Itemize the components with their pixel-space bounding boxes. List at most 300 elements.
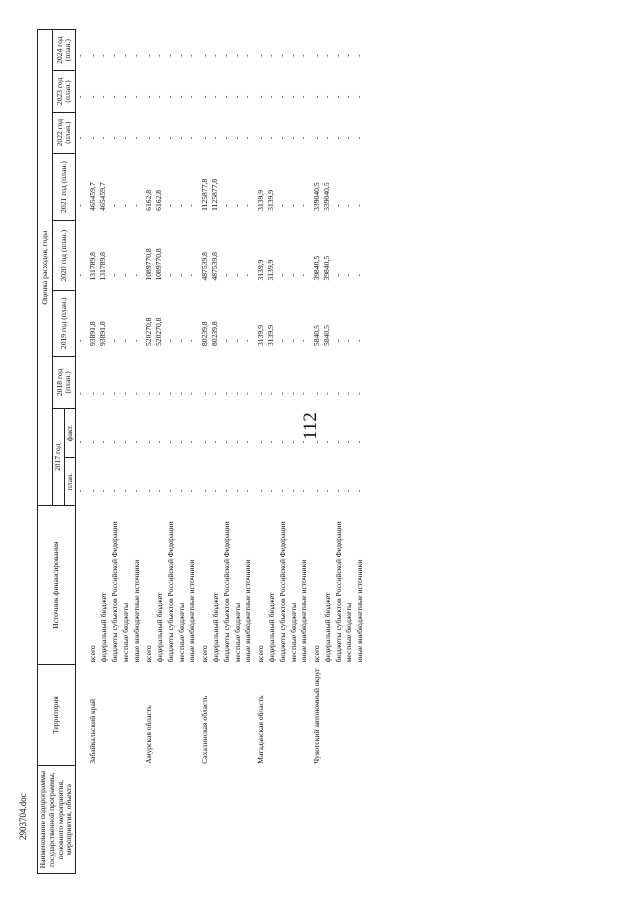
value-cell: - xyxy=(165,392,175,395)
value-cell: - xyxy=(298,274,308,277)
value-cell: - xyxy=(242,489,252,492)
value-cell: - xyxy=(165,95,175,99)
value-cell: - xyxy=(220,136,230,140)
table-row xyxy=(187,30,198,874)
territory-cell: Магаданская область xyxy=(256,695,266,764)
value-cell: 6162,8 xyxy=(154,189,164,211)
value-cell: - xyxy=(343,95,353,99)
value-cell: - xyxy=(200,136,210,140)
value-cell: - xyxy=(343,136,353,140)
value-cell: - xyxy=(75,204,85,207)
territory-cell xyxy=(121,664,132,765)
value-cell: 3139,9 xyxy=(266,325,276,347)
value-cell: - xyxy=(175,392,185,395)
table-row xyxy=(155,30,166,874)
source-cell: иные внебюджетные источники xyxy=(243,559,253,663)
header-2021: 2021 год (план.) xyxy=(53,153,76,221)
value-cell: - xyxy=(231,204,241,207)
value-cell: - xyxy=(242,136,252,140)
value-cell: - xyxy=(298,95,308,99)
source-cell: иные внебюджетные источники xyxy=(187,559,197,663)
value-cell: - xyxy=(343,392,353,395)
value-cell: 1125877,8 xyxy=(210,178,220,211)
value-cell: - xyxy=(130,95,140,99)
value-cell: - xyxy=(321,136,331,140)
table-row xyxy=(267,30,278,874)
name-cell xyxy=(198,766,211,874)
value-cell: - xyxy=(276,489,286,492)
table-row xyxy=(76,30,87,874)
value-cell: - xyxy=(298,392,308,395)
value-cell: - xyxy=(298,204,308,207)
name-cell xyxy=(99,766,110,874)
value-cell: - xyxy=(220,339,230,343)
territory-cell xyxy=(76,664,87,765)
value-cell: 520270,8 xyxy=(154,317,164,347)
value-cell: - xyxy=(276,204,286,207)
value-cell: 39840,5 xyxy=(321,255,331,281)
value-cell: - xyxy=(165,54,175,57)
value-cell: - xyxy=(144,54,154,57)
value-cell: - xyxy=(266,136,276,140)
territory-cell xyxy=(267,664,278,765)
value-cell: - xyxy=(242,274,252,277)
value-cell: - xyxy=(130,392,140,395)
source-cell: иные внебюджетные источники xyxy=(299,559,309,663)
value-cell: - xyxy=(175,339,185,343)
value-cell: - xyxy=(98,489,108,492)
value-cell: - xyxy=(175,54,185,57)
value-cell: 131789,8 xyxy=(88,252,98,281)
value-cell: - xyxy=(287,339,297,343)
value-cell: - xyxy=(109,204,119,207)
value-cell: - xyxy=(98,54,108,57)
value-cell: - xyxy=(256,54,266,57)
value-cell: - xyxy=(210,54,220,57)
source-cell: бюджеты субъектов Российской Федерации xyxy=(110,521,120,663)
value-cell: - xyxy=(266,54,276,57)
territory-cell: Амурская область xyxy=(144,705,154,764)
value-cell: - xyxy=(231,440,241,444)
value-cell: 1089770,8 xyxy=(144,248,154,281)
value-cell: - xyxy=(231,136,241,140)
value-cell: - xyxy=(354,489,364,492)
value-cell: - xyxy=(311,440,321,444)
table-row xyxy=(355,30,366,874)
value-cell: - xyxy=(75,136,85,140)
value-cell: - xyxy=(109,54,119,57)
table-row xyxy=(323,30,334,874)
value-cell: - xyxy=(200,440,210,444)
value-cell: - xyxy=(287,489,297,492)
value-cell: - xyxy=(354,136,364,140)
value-cell: - xyxy=(186,95,196,99)
value-cell: - xyxy=(75,54,85,57)
value-cell: - xyxy=(266,95,276,99)
territory-cell xyxy=(299,664,310,765)
value-cell: - xyxy=(311,136,321,140)
value-cell: - xyxy=(210,489,220,492)
value-cell: - xyxy=(332,136,342,140)
name-cell xyxy=(132,766,143,874)
page-number: 112 xyxy=(300,412,321,440)
value-cell: - xyxy=(144,489,154,492)
value-cell: 339040,5 xyxy=(321,182,331,211)
value-cell: - xyxy=(354,95,364,99)
value-cell: - xyxy=(165,204,175,207)
name-cell xyxy=(267,766,278,874)
table-row xyxy=(198,30,211,874)
value-cell: 5840,5 xyxy=(311,325,321,347)
table-row xyxy=(233,30,244,874)
value-cell: - xyxy=(186,54,196,57)
value-cell: - xyxy=(321,54,331,57)
source-cell: бюджеты субъектов Российской Федерации xyxy=(277,521,287,663)
value-cell: - xyxy=(165,440,175,444)
value-cell: - xyxy=(210,95,220,99)
source-cell: всего xyxy=(200,645,210,663)
value-cell: - xyxy=(242,440,252,444)
value-cell: 520270,8 xyxy=(144,317,154,347)
value-cell: 3139,9 xyxy=(256,325,266,347)
value-cell: - xyxy=(186,274,196,277)
value-cell: - xyxy=(242,204,252,207)
value-cell: - xyxy=(186,392,196,395)
value-cell: 465459,7 xyxy=(98,182,108,211)
value-cell: - xyxy=(231,339,241,343)
value-cell: - xyxy=(119,392,129,395)
value-cell: - xyxy=(144,136,154,140)
value-cell: - xyxy=(186,136,196,140)
value-cell: - xyxy=(175,95,185,99)
territory-cell xyxy=(289,664,300,765)
value-cell: - xyxy=(298,440,308,444)
value-cell: - xyxy=(332,274,342,277)
value-cell: - xyxy=(175,489,185,492)
value-cell: - xyxy=(276,339,286,343)
table-body xyxy=(76,30,366,874)
value-cell: - xyxy=(343,339,353,343)
name-cell xyxy=(110,766,121,874)
value-cell: - xyxy=(144,440,154,444)
value-cell: - xyxy=(220,95,230,99)
value-cell: - xyxy=(200,54,210,57)
source-cell: бюджеты субъектов Российской Федерации xyxy=(221,521,231,663)
table-row xyxy=(334,30,345,874)
source-cell: всего xyxy=(144,645,154,663)
value-cell: - xyxy=(210,440,220,444)
source-cell: местные бюджеты xyxy=(344,602,354,663)
source-cell: федеральный бюджет xyxy=(99,592,109,663)
value-cell: 39840,5 xyxy=(311,255,321,281)
header-2019: 2019 год (план.) xyxy=(53,291,76,356)
value-cell: - xyxy=(287,95,297,99)
value-cell: - xyxy=(109,440,119,444)
value-cell: - xyxy=(332,392,342,395)
name-cell xyxy=(243,766,254,874)
value-cell: - xyxy=(321,95,331,99)
value-cell: - xyxy=(130,204,140,207)
source-cell: всего xyxy=(311,645,321,663)
value-cell: 93891,8 xyxy=(88,321,98,347)
table-row xyxy=(132,30,143,874)
value-cell: - xyxy=(231,95,241,99)
value-cell: - xyxy=(332,204,342,207)
table-row xyxy=(278,30,289,874)
value-cell: - xyxy=(119,54,129,57)
value-cell: - xyxy=(343,274,353,277)
table-row xyxy=(344,30,355,874)
value-cell: - xyxy=(119,440,129,444)
value-cell: - xyxy=(220,489,230,492)
value-cell: - xyxy=(175,274,185,277)
value-cell: - xyxy=(165,339,175,343)
value-cell: - xyxy=(354,204,364,207)
rotated-page xyxy=(37,29,599,874)
value-cell: - xyxy=(332,95,342,99)
header-2017-plan: план. xyxy=(64,457,76,506)
value-cell: - xyxy=(354,54,364,57)
value-cell: - xyxy=(242,95,252,99)
value-cell: - xyxy=(210,392,220,395)
value-cell: 465459,7 xyxy=(88,182,98,211)
table-row xyxy=(222,30,233,874)
value-cell: - xyxy=(332,440,342,444)
table-row xyxy=(299,30,310,874)
value-cell: 1089770,8 xyxy=(154,248,164,281)
value-cell: - xyxy=(311,489,321,492)
value-cell: - xyxy=(354,440,364,444)
value-cell: - xyxy=(220,274,230,277)
territory-cell xyxy=(155,664,166,765)
name-cell xyxy=(289,766,300,874)
value-cell: - xyxy=(88,489,98,492)
value-cell: 6162,8 xyxy=(144,189,154,211)
value-cell: - xyxy=(109,136,119,140)
name-cell xyxy=(233,766,244,874)
name-cell xyxy=(278,766,289,874)
source-cell: федеральный бюджет xyxy=(322,592,332,663)
source-cell: иные внебюджетные источники xyxy=(355,559,365,663)
value-cell: - xyxy=(109,274,119,277)
header-territory: Территория xyxy=(38,664,76,765)
value-cell: - xyxy=(287,440,297,444)
table-row xyxy=(86,30,99,874)
territory-cell xyxy=(211,664,222,765)
value-cell: - xyxy=(75,339,85,343)
source-cell: бюджеты субъектов Российской Федерации xyxy=(166,521,176,663)
value-cell: - xyxy=(130,339,140,343)
value-cell: - xyxy=(256,489,266,492)
source-cell: местные бюджеты xyxy=(120,602,130,663)
value-cell: - xyxy=(287,54,297,57)
value-cell: - xyxy=(298,136,308,140)
territory-cell xyxy=(222,664,233,765)
source-cell: федеральный бюджет xyxy=(267,592,277,663)
value-cell: 3139,9 xyxy=(266,189,276,211)
territory-cell xyxy=(132,664,143,765)
source-cell: местные бюджеты xyxy=(232,602,242,663)
value-cell: 3139,9 xyxy=(256,189,266,211)
source-cell: всего xyxy=(256,645,266,663)
value-cell: - xyxy=(175,204,185,207)
value-cell: - xyxy=(88,95,98,99)
source-cell: федеральный бюджет xyxy=(155,592,165,663)
value-cell: - xyxy=(220,204,230,207)
territory-cell xyxy=(166,664,177,765)
value-cell: - xyxy=(256,392,266,395)
name-cell xyxy=(254,766,267,874)
value-cell: 93891,8 xyxy=(98,321,108,347)
source-cell: местные бюджеты xyxy=(288,602,298,663)
header-2018: 2018 год (план.) xyxy=(53,356,76,409)
value-cell: - xyxy=(298,54,308,57)
value-cell: - xyxy=(332,489,342,492)
source-cell: местные бюджеты xyxy=(176,602,186,663)
table-row xyxy=(99,30,110,874)
value-cell: - xyxy=(231,392,241,395)
value-cell: - xyxy=(130,489,140,492)
value-cell: - xyxy=(354,392,364,395)
value-cell: - xyxy=(287,136,297,140)
value-cell: - xyxy=(186,440,196,444)
value-cell: - xyxy=(88,54,98,57)
territory-cell xyxy=(344,664,355,765)
value-cell: 80239,8 xyxy=(200,321,210,347)
name-cell xyxy=(355,766,366,874)
name-cell xyxy=(323,766,334,874)
value-cell: - xyxy=(220,440,230,444)
value-cell: - xyxy=(321,392,331,395)
value-cell: - xyxy=(200,95,210,99)
territory-cell xyxy=(334,664,345,765)
value-cell: 131789,8 xyxy=(98,252,108,281)
table-row xyxy=(142,30,155,874)
value-cell: - xyxy=(154,440,164,444)
table-row xyxy=(243,30,254,874)
table-row xyxy=(310,30,323,874)
value-cell: - xyxy=(276,54,286,57)
value-cell: - xyxy=(256,95,266,99)
table-row xyxy=(254,30,267,874)
value-cell: - xyxy=(175,136,185,140)
value-cell: - xyxy=(343,440,353,444)
value-cell: 339040,5 xyxy=(311,182,321,211)
value-cell: - xyxy=(130,274,140,277)
table-row xyxy=(166,30,177,874)
value-cell: - xyxy=(75,489,85,492)
value-cell: - xyxy=(109,489,119,492)
value-cell: - xyxy=(88,392,98,395)
name-cell xyxy=(344,766,355,874)
territory-cell xyxy=(233,664,244,765)
value-cell: - xyxy=(186,489,196,492)
value-cell: 3139,9 xyxy=(256,259,266,281)
header-source: Источник финансирования xyxy=(38,506,76,664)
value-cell: - xyxy=(266,392,276,395)
value-cell: 5840,5 xyxy=(321,325,331,347)
value-cell: - xyxy=(154,54,164,57)
source-cell: бюджеты субъектов Российской Федерации xyxy=(333,521,343,663)
value-cell: - xyxy=(311,392,321,395)
value-cell: - xyxy=(276,95,286,99)
territory-cell: Чукотский автономный округ xyxy=(311,668,321,764)
value-cell: - xyxy=(109,95,119,99)
value-cell: - xyxy=(175,440,185,444)
territory-cell xyxy=(243,664,254,765)
territory-cell xyxy=(99,664,110,765)
header-name: Наименование подпрограммы государственной программы, основного мероприятия, мероприятия, объекта xyxy=(38,766,76,874)
value-cell: - xyxy=(321,489,331,492)
value-cell: - xyxy=(88,440,98,444)
value-cell: - xyxy=(165,489,175,492)
value-cell: - xyxy=(119,136,129,140)
value-cell: - xyxy=(311,95,321,99)
value-cell: - xyxy=(119,204,129,207)
value-cell: - xyxy=(109,392,119,395)
value-cell: - xyxy=(210,136,220,140)
value-cell: - xyxy=(354,339,364,343)
name-cell xyxy=(299,766,310,874)
name-cell xyxy=(166,766,177,874)
value-cell: - xyxy=(287,392,297,395)
header-2017: 2017 год xyxy=(53,409,65,506)
table-row xyxy=(121,30,132,874)
value-cell: 487539,8 xyxy=(200,252,210,281)
value-cell: - xyxy=(242,339,252,343)
value-cell: - xyxy=(332,54,342,57)
value-cell: - xyxy=(186,204,196,207)
value-cell: - xyxy=(88,136,98,140)
value-cell: - xyxy=(119,274,129,277)
value-cell: - xyxy=(276,392,286,395)
value-cell: - xyxy=(276,136,286,140)
name-cell xyxy=(155,766,166,874)
source-cell xyxy=(76,506,87,664)
name-cell xyxy=(76,766,87,874)
value-cell: - xyxy=(220,392,230,395)
value-cell: - xyxy=(287,274,297,277)
value-cell: - xyxy=(298,339,308,343)
value-cell: - xyxy=(276,274,286,277)
value-cell: 3139,9 xyxy=(266,259,276,281)
territory-cell xyxy=(355,664,366,765)
header-2017-fact: факт. xyxy=(64,409,76,458)
header-2023: 2023 год (план.) xyxy=(53,71,76,112)
value-cell: - xyxy=(242,392,252,395)
table-row xyxy=(289,30,300,874)
value-cell: - xyxy=(165,274,175,277)
value-cell: - xyxy=(242,54,252,57)
source-cell: федеральный бюджет xyxy=(211,592,221,663)
value-cell: - xyxy=(256,440,266,444)
value-cell: - xyxy=(154,392,164,395)
name-cell xyxy=(222,766,233,874)
header-2022: 2022 год (план.) xyxy=(53,112,76,153)
name-cell xyxy=(86,766,99,874)
value-cell: - xyxy=(220,54,230,57)
territory-cell xyxy=(323,664,334,765)
value-cell: - xyxy=(130,136,140,140)
value-cell: - xyxy=(130,54,140,57)
value-cell: - xyxy=(311,54,321,57)
territory-cell xyxy=(177,664,188,765)
value-cell: - xyxy=(200,489,210,492)
table-row xyxy=(211,30,222,874)
header-2020: 2020 год (план.) xyxy=(53,221,76,291)
name-cell xyxy=(211,766,222,874)
value-cell: - xyxy=(119,339,129,343)
